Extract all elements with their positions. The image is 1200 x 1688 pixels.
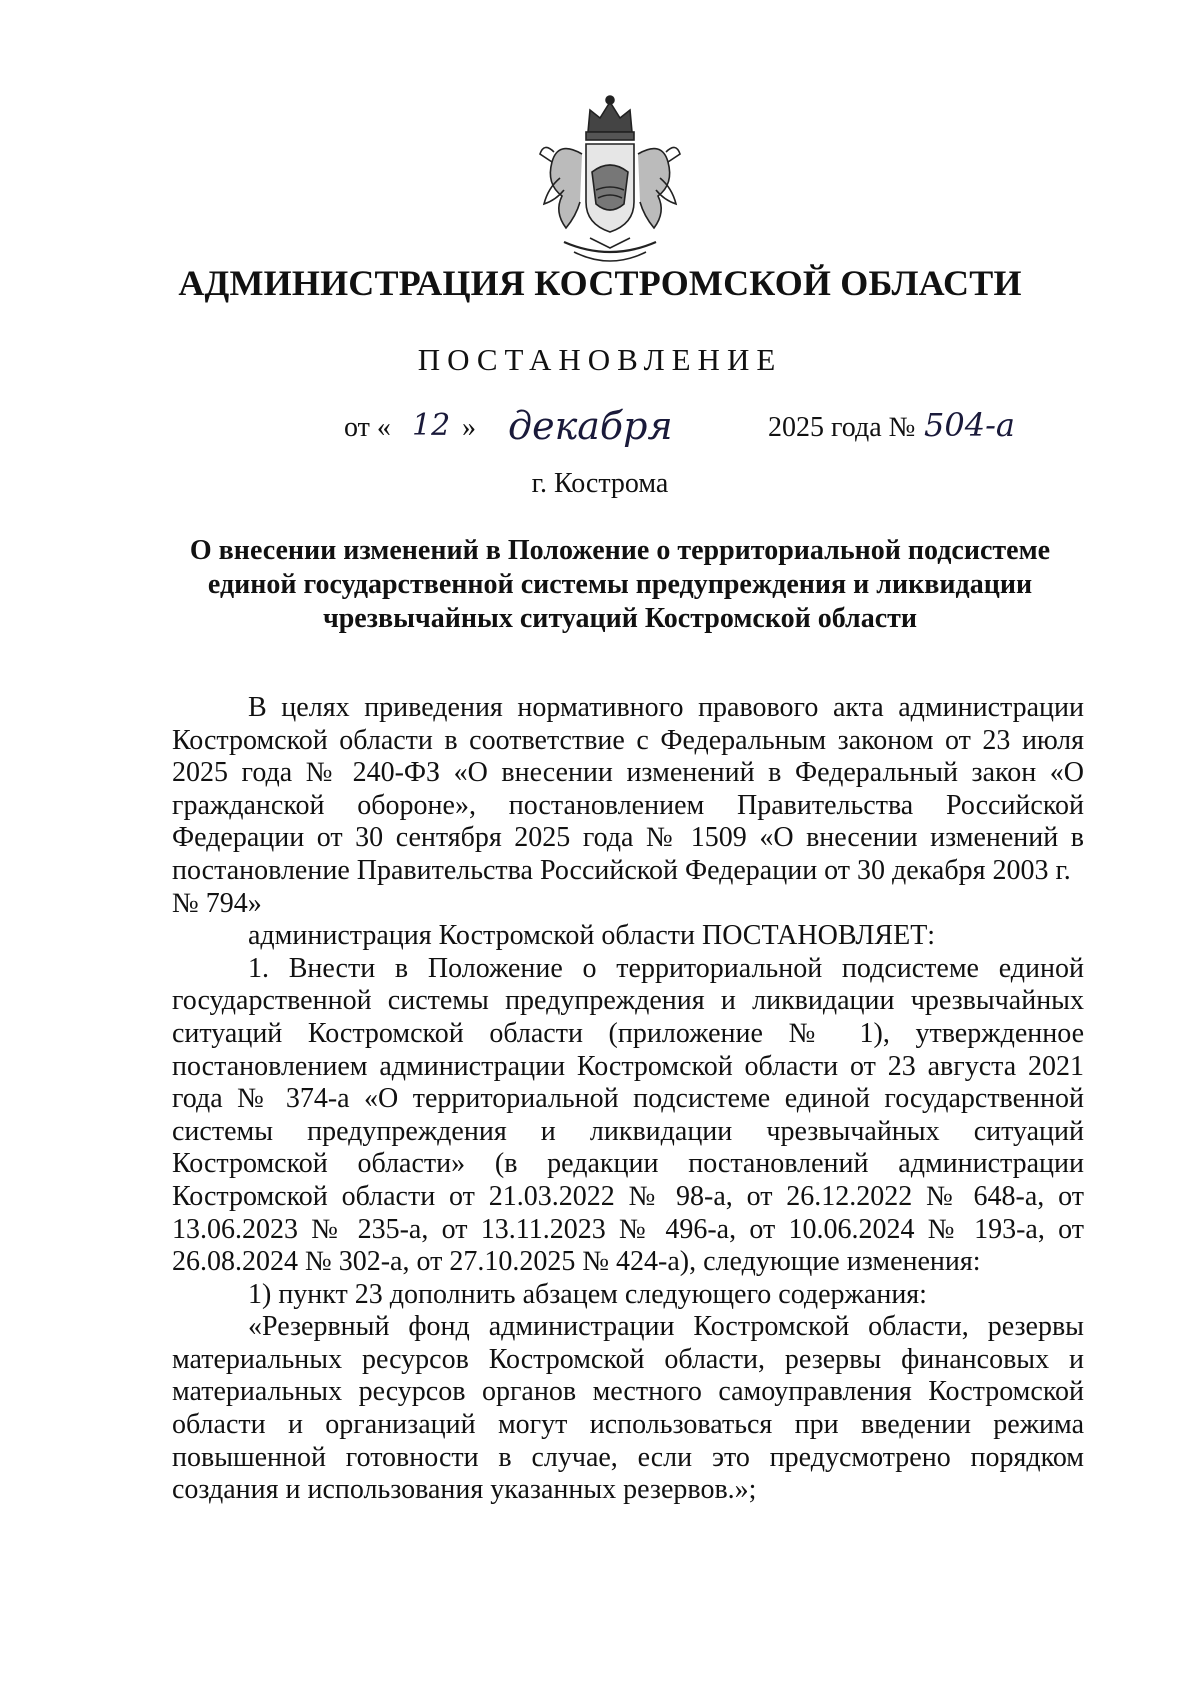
document-body — [172, 692, 1084, 1507]
item-1-paragraph: 1. Внести в Положение о территориальной подсистеме единой государственной системы предупреждения и ликвидации чрезвычайных ситуаций Костромской области (приложение № 1), утвержденное постановлением администрации Костромской области от 23 августа 2021 года № 374-а «О территориальной подсистеме единой государственной системы предупреждения и ликвидации чрезвычайных ситуаций Костромской области» (в редакции постановлений администрации Костромской области от 21.03.2022 № 98-а, от 26.12.2022 № 648-а, от 13.06.2023 № 235-а, от 13.11.2023 № 496-а, от 10.06.2024 № 193-а, от 26.08.2024 № 302-а, от 27.10.2025 № 424-а), следующие изменения: — [172, 952, 1084, 1278]
kostroma-coat-of-arms-icon — [530, 92, 690, 274]
preamble-paragraph: В целях приведения нормативного правового акта администрации Костромской области в соответствие с Федеральным законом от 23 июля 2025 года № 240-ФЗ «О внесении изменений в Федеральный закон «О гражданской обороне», постановлением Правительства Российской Федерации от 30 сентября 2025 года № 1509 «О внесении изменений в постановление Правительства Российской Федерации от 30 декабря 2003 г. — [172, 692, 1084, 886]
city-name: г. Кострома — [531, 468, 669, 499]
organization-title: АДМИНИСТРАЦИЯ КОСТРОМСКОЙ ОБЛАСТИ — [178, 263, 1022, 303]
document-number-handwritten: 504-а — [924, 406, 1015, 444]
document-subject — [150, 534, 1090, 636]
preamble-end: № 794» — [172, 887, 262, 919]
resolves-paragraph: администрация Костромской области ПОСТАНОВЛЯЕТ: — [248, 920, 936, 952]
date-month-handwritten: декабря — [508, 404, 673, 448]
date-prefix: от « — [344, 412, 391, 443]
date-year-text: 2025 года № — [768, 412, 916, 443]
date-close-quote: » — [462, 412, 476, 443]
subject-line-1: О внесении изменений в Положение о территориальной подсистеме — [189, 535, 1051, 566]
subject-line-2: единой государственной системы предупреждения и ликвидации — [207, 569, 1033, 600]
subitem-1-paragraph: 1) пункт 23 дополнить абзацем следующего содержания: — [248, 1278, 927, 1310]
document-type: ПОСТАНОВЛЕНИЕ — [417, 342, 783, 377]
date-day-handwritten: 12 — [412, 408, 451, 443]
subject-line-3: чрезвычайных ситуаций Костромской области — [322, 603, 918, 634]
coat-of-arms-emblem — [530, 92, 690, 274]
quote-paragraph: «Резервный фонд администрации Костромской области, резервы материальных ресурсов Костромской области, резервы финансовых и материальных ресурсов органов местного самоуправления Костромской области и организаций могут использоваться при введении режима повышенной готовности в случае, если это предусмотрено порядком создания и использования указанных резервов.»; — [172, 1311, 1084, 1506]
date-number-line — [0, 402, 1200, 462]
